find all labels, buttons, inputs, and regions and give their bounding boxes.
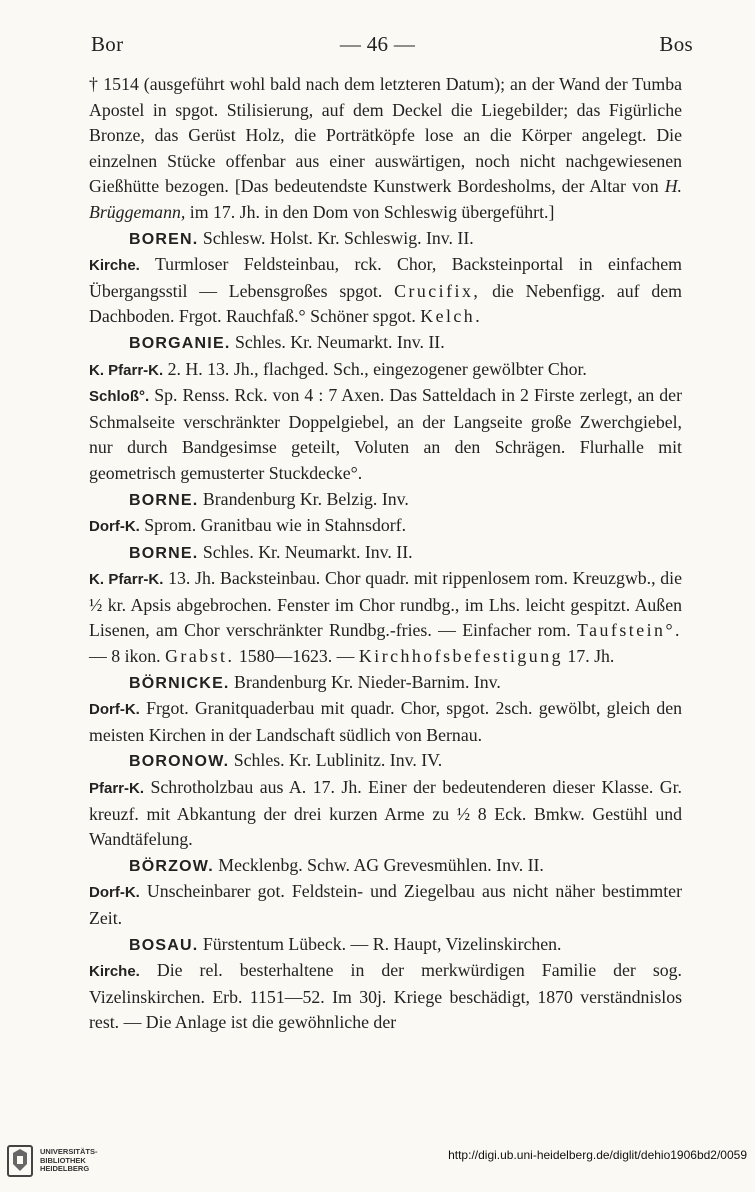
footer-bar	[0, 1138, 755, 1192]
entry-heading: BORONOW.	[129, 753, 230, 771]
entry-boronow: BORONOW. Schles. Kr. Lublinitz. Inv. IV.	[129, 750, 443, 771]
entry-heading: BÖRNICKE.	[129, 674, 230, 692]
entry-text: Schloß°. Sp. Renss. Rck. von 4 : 7 Axen. Das Satteldach in 2 Firste zerlegt, an der Schmalseite verschränkter Doppelgiebel, an der Langseite große Zwerchgiebel, nur durch Bandgesimse geteilt, Voluten an den Schrägen. Flurhalle mit geometrisch gemusterter Stuckdecke°.	[89, 385, 682, 483]
university-seal-icon	[6, 1144, 34, 1178]
entry-heading: BÖRZOW.	[129, 857, 214, 875]
entry-text: K. Pfarr-K. 13. Jh. Backsteinbau. Chor quadr. mit rippenlosem rom. Kreuzgwb., die ½ kr. Apsis abgebrochen. Fenster im Chor rundbg., im Lhs. leicht gespitzt. Außen Lisenen, am Chor verschränkter Rundbg.-fries. — Einfacher rom. Taufstein°. — 8 ikon. Grabst. 1580—1623. — Kirchhofsbefestigung 17. Jh.	[89, 568, 682, 667]
entry-text: Kirche. Die rel. besterhaltene in der merkwürdigen Familie der sog. Vizelinskirchen. Erb. 1151—52. Im 30j. Kriege beschädigt, 1870 verständnislos rest. — Die Anlage ist die gewöhnliche der	[89, 960, 682, 1033]
page-number: — 46 —	[339, 32, 416, 56]
entry-heading: BORGANIE.	[129, 334, 231, 352]
body-text	[89, 72, 682, 1036]
entry-heading: BORNE.	[129, 491, 199, 509]
entry-boerzow: BÖRZOW. Mecklenbg. Schw. AG Grevesmühlen. Inv. II.	[129, 854, 544, 875]
entry-boren: BOREN. Schlesw. Holst. Kr. Schleswig. Inv. II.	[129, 227, 474, 248]
entry-text: Dorf-K. Frgot. Granitquaderbau mit quadr. Chor, spgot. 2sch. gewölbt, gleich den meisten Kirchen in der Landschaft südlich von Bernau.	[89, 698, 682, 745]
entry-heading: BOSAU.	[129, 936, 199, 954]
entry-text: Dorf-K. Sprom. Granitbau wie in Stahnsdorf.	[89, 515, 407, 536]
entry-borne-brandenburg: BORNE. Brandenburg Kr. Belzig. Inv.	[129, 488, 409, 509]
library-name: UNIVERSITÄTS- BIBLIOTHEK HEIDELBERG	[40, 1147, 98, 1174]
entry-text: Kirche. Turmloser Feldsteinbau, rck. Chor, Backsteinportal in einfachem Übergangsstil — Lebensgroßes spgot. Crucifix, die Nebenfigg. auf dem Dachboden. Frgot. Rauchfaß.° Schöner spgot. Kelch.	[89, 254, 682, 327]
running-head-left: Bor	[91, 32, 124, 56]
entry-heading: BORNE.	[129, 544, 199, 562]
entry-text: Dorf-K. Unscheinbarer got. Feldstein- und Ziegelbau aus nicht näher bestimmter Zeit.	[89, 881, 682, 928]
entry-borganie: BORGANIE. Schles. Kr. Neumarkt. Inv. II.	[129, 331, 445, 352]
running-head-right: Bos	[659, 32, 693, 56]
source-url-link[interactable]: http://digi.ub.uni-heidelberg.de/diglit/dehio1906bd2/0059	[448, 1148, 747, 1162]
entry-boernicke: BÖRNICKE. Brandenburg Kr. Nieder-Barnim. Inv.	[129, 671, 501, 692]
entry-text: Pfarr-K. Schrotholzbau aus A. 17. Jh. Einer der bedeutenderen dieser Klasse. Gr. kreuzf. mit Abkantung der drei kurzen Arme zu ½ 8 Eck. Bmkw. Gestühl und Wandtäfelung.	[89, 777, 683, 850]
entry-borne-schles: BORNE. Schles. Kr. Neumarkt. Inv. II.	[129, 541, 413, 562]
entry-bosau: BOSAU. Fürstentum Lübeck. — R. Haupt, Vizelinskirchen.	[129, 933, 562, 954]
intro-paragraph: † 1514 (ausgeführt wohl bald nach dem letzteren Datum); an der Wand der Tumba Apostel in spgot. Stilisierung, auf dem Deckel die Liegebilder; das Figürliche Bronze, das Gerüst Holz, die Porträtköpfe lose an die Körper angelegt. Die einzelnen Stücke offenbar aus einer auswärtigen, noch nicht nachgewiesenen Gießhütte bezogen. [Das bedeutendste Kunstwerk Bordesholms, der Altar von H. Brüggemann, im 17. Jh. in den Dom von Schleswig übergeführt.]	[89, 74, 682, 222]
library-logo[interactable]	[6, 1144, 98, 1178]
entry-heading: BOREN.	[129, 230, 199, 248]
entry-text: K. Pfarr-K. 2. H. 13. Jh., flachged. Sch., eingezogener gewölbter Chor.	[89, 358, 587, 379]
